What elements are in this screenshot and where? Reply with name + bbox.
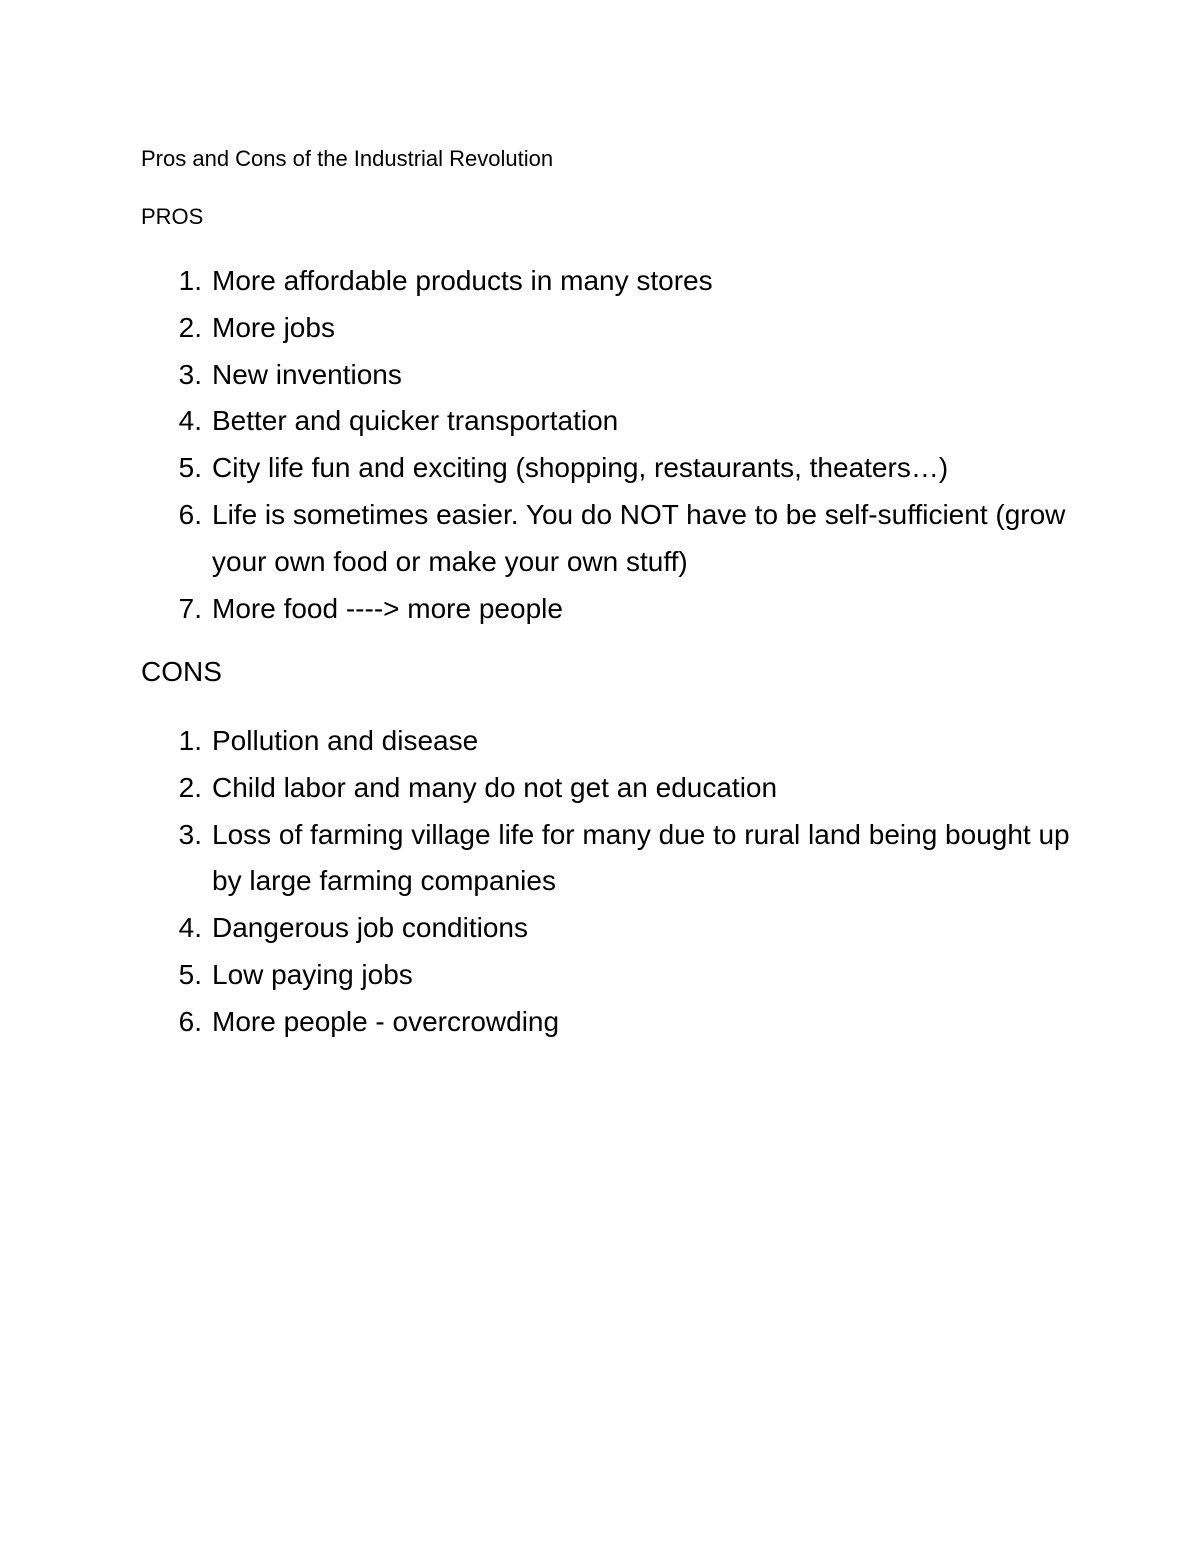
list-item-number: 3. (178, 358, 202, 390)
list-item (0, 812, 1092, 906)
list-item (0, 492, 1092, 586)
list-item-text: Low paying jobs (212, 958, 413, 990)
list-item (0, 952, 1092, 999)
list-item-text: More food ----> more people (212, 592, 563, 624)
list-item-number: 2. (178, 771, 202, 803)
list-item (0, 398, 1092, 445)
list-item (0, 905, 1092, 952)
list-item-text: Child labor and many do not get an education (212, 771, 778, 803)
list-item-number: 4. (178, 405, 202, 437)
list-item-text: More jobs (212, 311, 335, 343)
list-item (0, 305, 1092, 352)
list-item-text: Pollution and disease (212, 725, 479, 756)
list-item-number: 5. (178, 452, 202, 484)
pros-list (0, 258, 1092, 632)
list-item-number: 4. (178, 912, 202, 944)
list-item (0, 718, 1092, 765)
list-item (0, 352, 1092, 399)
cons-heading: CONS (141, 656, 222, 687)
list-item-number: 1. (178, 265, 202, 296)
list-item-number: 3. (178, 818, 202, 850)
list-item (0, 445, 1092, 492)
list-item-text: Loss of farming village life for many due to rural land being bought up by large farming companies (212, 818, 1070, 897)
list-item-number: 6. (178, 498, 202, 530)
list-item-number: 7. (178, 592, 202, 624)
list-item-text: More affordable products in many stores (212, 265, 713, 296)
list-item-text: New inventions (212, 358, 402, 390)
list-item-text: Dangerous job conditions (212, 912, 528, 944)
list-item-number: 5. (178, 958, 202, 990)
list-item (0, 765, 1092, 812)
list-item-text: Better and quicker transportation (212, 405, 619, 437)
pros-heading: PROS (141, 204, 204, 229)
cons-list (0, 718, 1092, 1046)
list-item-text: More people - overcrowding (212, 1005, 560, 1037)
list-item-number: 6. (178, 1005, 202, 1037)
list-item (0, 999, 1092, 1046)
list-item-number: 1. (178, 725, 202, 756)
list-item-number: 2. (178, 311, 202, 343)
document-title: Pros and Cons of the Industrial Revolution (141, 146, 554, 171)
list-item (0, 258, 1092, 305)
list-item-text: Life is sometimes easier. You do NOT have to be self-sufficient (grow your own food or make your own stuff) (212, 498, 1066, 577)
list-item-text: City life fun and exciting (shopping, restaurants, theaters…) (212, 452, 949, 484)
list-item (0, 586, 1092, 633)
